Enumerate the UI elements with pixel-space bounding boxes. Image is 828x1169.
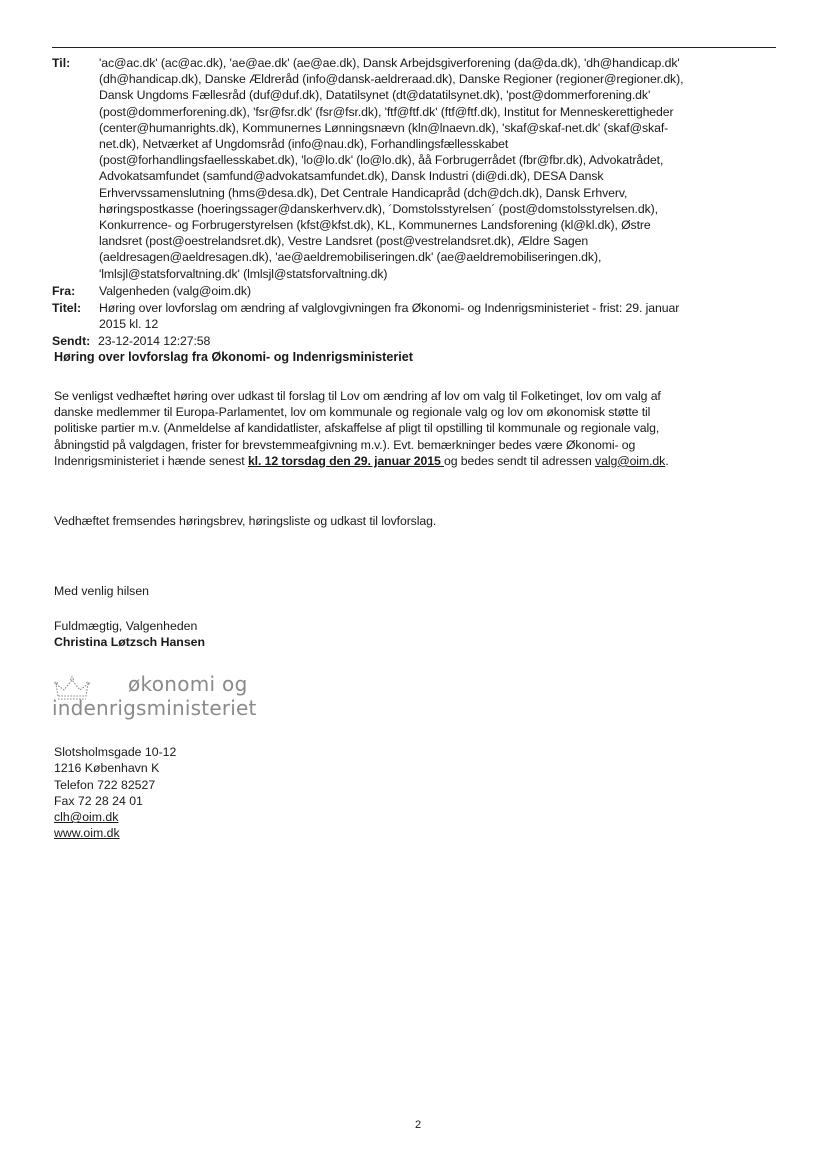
sent-row xyxy=(52,333,778,349)
greeting: Med venlig hilsen xyxy=(54,584,150,598)
to-line: 'ac@ac.dk' (ac@ac.dk), 'ae@ae.dk' (ae@ae.dk), Dansk Arbejdsgiverforening (da@da.dk), 'dh@handicap.dk' xyxy=(99,56,680,70)
to-line: Dansk Ungdoms Fællesråd (duf@duf.dk), Datatilsynet (dt@datatilsynet.dk), 'post@dommerforening.dk' xyxy=(99,88,651,103)
paragraph-line-last xyxy=(54,453,776,469)
logo-text-line2: indenrigsministeriet xyxy=(52,696,257,720)
to-recipients xyxy=(99,55,778,282)
top-rule xyxy=(52,47,776,48)
to-line: 'lmlsjl@statsforvaltning.dk' (lmlsjl@statsforvaltning.dk) xyxy=(99,266,388,281)
subject-label: Titel: xyxy=(52,301,82,316)
text-mid: og bedes sendt til adressen xyxy=(444,453,596,468)
paragraph-line: politiske partier m.v. (Anmeldelse af kandidatlister, afskaffelse af pligt til opstilling til kommunale og regionale valg, xyxy=(54,421,660,436)
to-row xyxy=(52,55,778,282)
to-line: (dh@handicap.dk), Danske Ældreråd (info@dansk-aeldreraad.dk), Danske Regioner (regioner@regioner.dk), xyxy=(99,72,684,87)
sent-label: Sendt: xyxy=(52,334,91,349)
text-pre: Indenrigsministeriet i hænde senest xyxy=(54,453,248,468)
to-line: net.dk), Netværket af Ungdomsråd (info@nau.dk), Forhandlingsfællesskabet xyxy=(99,137,509,152)
to-line: høringspostkasse (hoeringssager@danskerhverv.dk), ´Domstolsstyrelsen´ (post@domstolsstyrelsen.dk), xyxy=(99,201,658,216)
subject-line: Høring over lovforslag om ændring af valglovgivningen fra Økonomi- og Indenrigsministeriet - frist: 29. januar xyxy=(99,301,680,316)
address-block xyxy=(54,744,176,842)
reply-email-link[interactable]: valg@oim.dk xyxy=(595,453,666,468)
to-line: Advokatsamfundet (samfund@advokatsamfundet.dk), Dansk Industri (di@di.dk), DESA Dansk xyxy=(99,169,604,184)
text-end: . xyxy=(665,453,669,468)
to-line: (post@dommerforening.dk), 'fsr@fsr.dk' (fsr@fsr.dk), 'ftf@ftf.dk' (ftf@ftf.dk), Institut for Menneskerettigheder xyxy=(99,104,674,119)
address-phone: Telefon 722 82527 xyxy=(54,777,156,792)
email-link[interactable]: clh@oim.dk xyxy=(54,810,119,825)
signer-name: Christina Løtzsch Hansen xyxy=(54,635,206,649)
body-paragraph-2: Vedhæftet fremsendes høringsbrev, høringsliste og udkast til lovforslag. xyxy=(54,514,437,528)
address-street: Slotsholmsgade 10-12 xyxy=(54,745,177,759)
email-header xyxy=(52,55,778,351)
to-line: (center@humanrights.dk), Kommunernes Lønningsnævn (kln@lnaevn.dk), 'skaf@skaf-net.dk' (skaf@skaf- xyxy=(99,120,669,135)
website-link[interactable]: www.oim.dk xyxy=(54,826,120,841)
signer-title: Fuldmægtig, Valgenheden xyxy=(54,619,198,633)
paragraph-line: Se venligst vedhæftet høring over udkast til forslag til Lov om ændring af lov om valg til Folketinget, lov om valg af xyxy=(54,389,661,403)
deadline: kl. 12 torsdag den 29. januar 2015 xyxy=(247,453,445,468)
subject-line: 2015 kl. 12 xyxy=(99,317,159,332)
to-line: Konkurrence- og Forbrugerstyrelsen (kfst@kfst.dk), KL, Kommunernes Landsforening (kl@kl.dk), Østre xyxy=(99,218,651,233)
address-city: 1216 København K xyxy=(54,761,160,776)
from-row xyxy=(52,283,778,299)
subject-row xyxy=(52,300,778,332)
to-line: (post@forhandlingsfaellesskabet.dk), 'lo@lo.dk' (lo@lo.dk), åå Forbrugerrådet (fbr@fbr.dk), Advokatrådet, xyxy=(99,153,664,168)
to-line: landsret (post@oestrelandsret.dk), Vestre Landsret (post@vestrelandsret.dk), Ældre Sagen xyxy=(99,234,589,249)
to-label: Til: xyxy=(52,56,71,70)
page-number: 2 xyxy=(415,1119,422,1131)
to-line: (aeldresagen@aeldresagen.dk), 'ae@aeldremobiliseringen.dk' (ae@aeldremobiliseringen.dk), xyxy=(99,250,602,265)
body-paragraph-1 xyxy=(54,388,776,469)
from-label: Fra: xyxy=(52,283,76,298)
sent-value: 23-12-2014 12:27:58 xyxy=(98,334,211,349)
to-line: Erhvervssamenslutning (hms@desa.dk), Det Centrale Handicapråd (dch@dch.dk), Dansk Erhverv, xyxy=(99,185,628,200)
ministry-logo xyxy=(52,674,312,726)
paragraph-line: åbningstid på valgdagen, frister for brevstemmeafgivning m.v.). Evt. bemærkninger bedes være Økonomi- og xyxy=(54,437,636,452)
from-value: Valgenheden (valg@oim.dk) xyxy=(99,283,251,298)
logo-text-line1: økonomi og xyxy=(128,672,248,696)
address-fax: Fax 72 28 24 01 xyxy=(54,793,143,808)
subject-value xyxy=(99,300,778,332)
section-title: Høring over lovforslag fra Økonomi- og Indenrigsministeriet xyxy=(54,350,413,364)
paragraph-line: danske medlemmer til Europa-Parlamentet, lov om kommunale og regionale valg og lov om økonomisk støtte til xyxy=(54,405,651,420)
